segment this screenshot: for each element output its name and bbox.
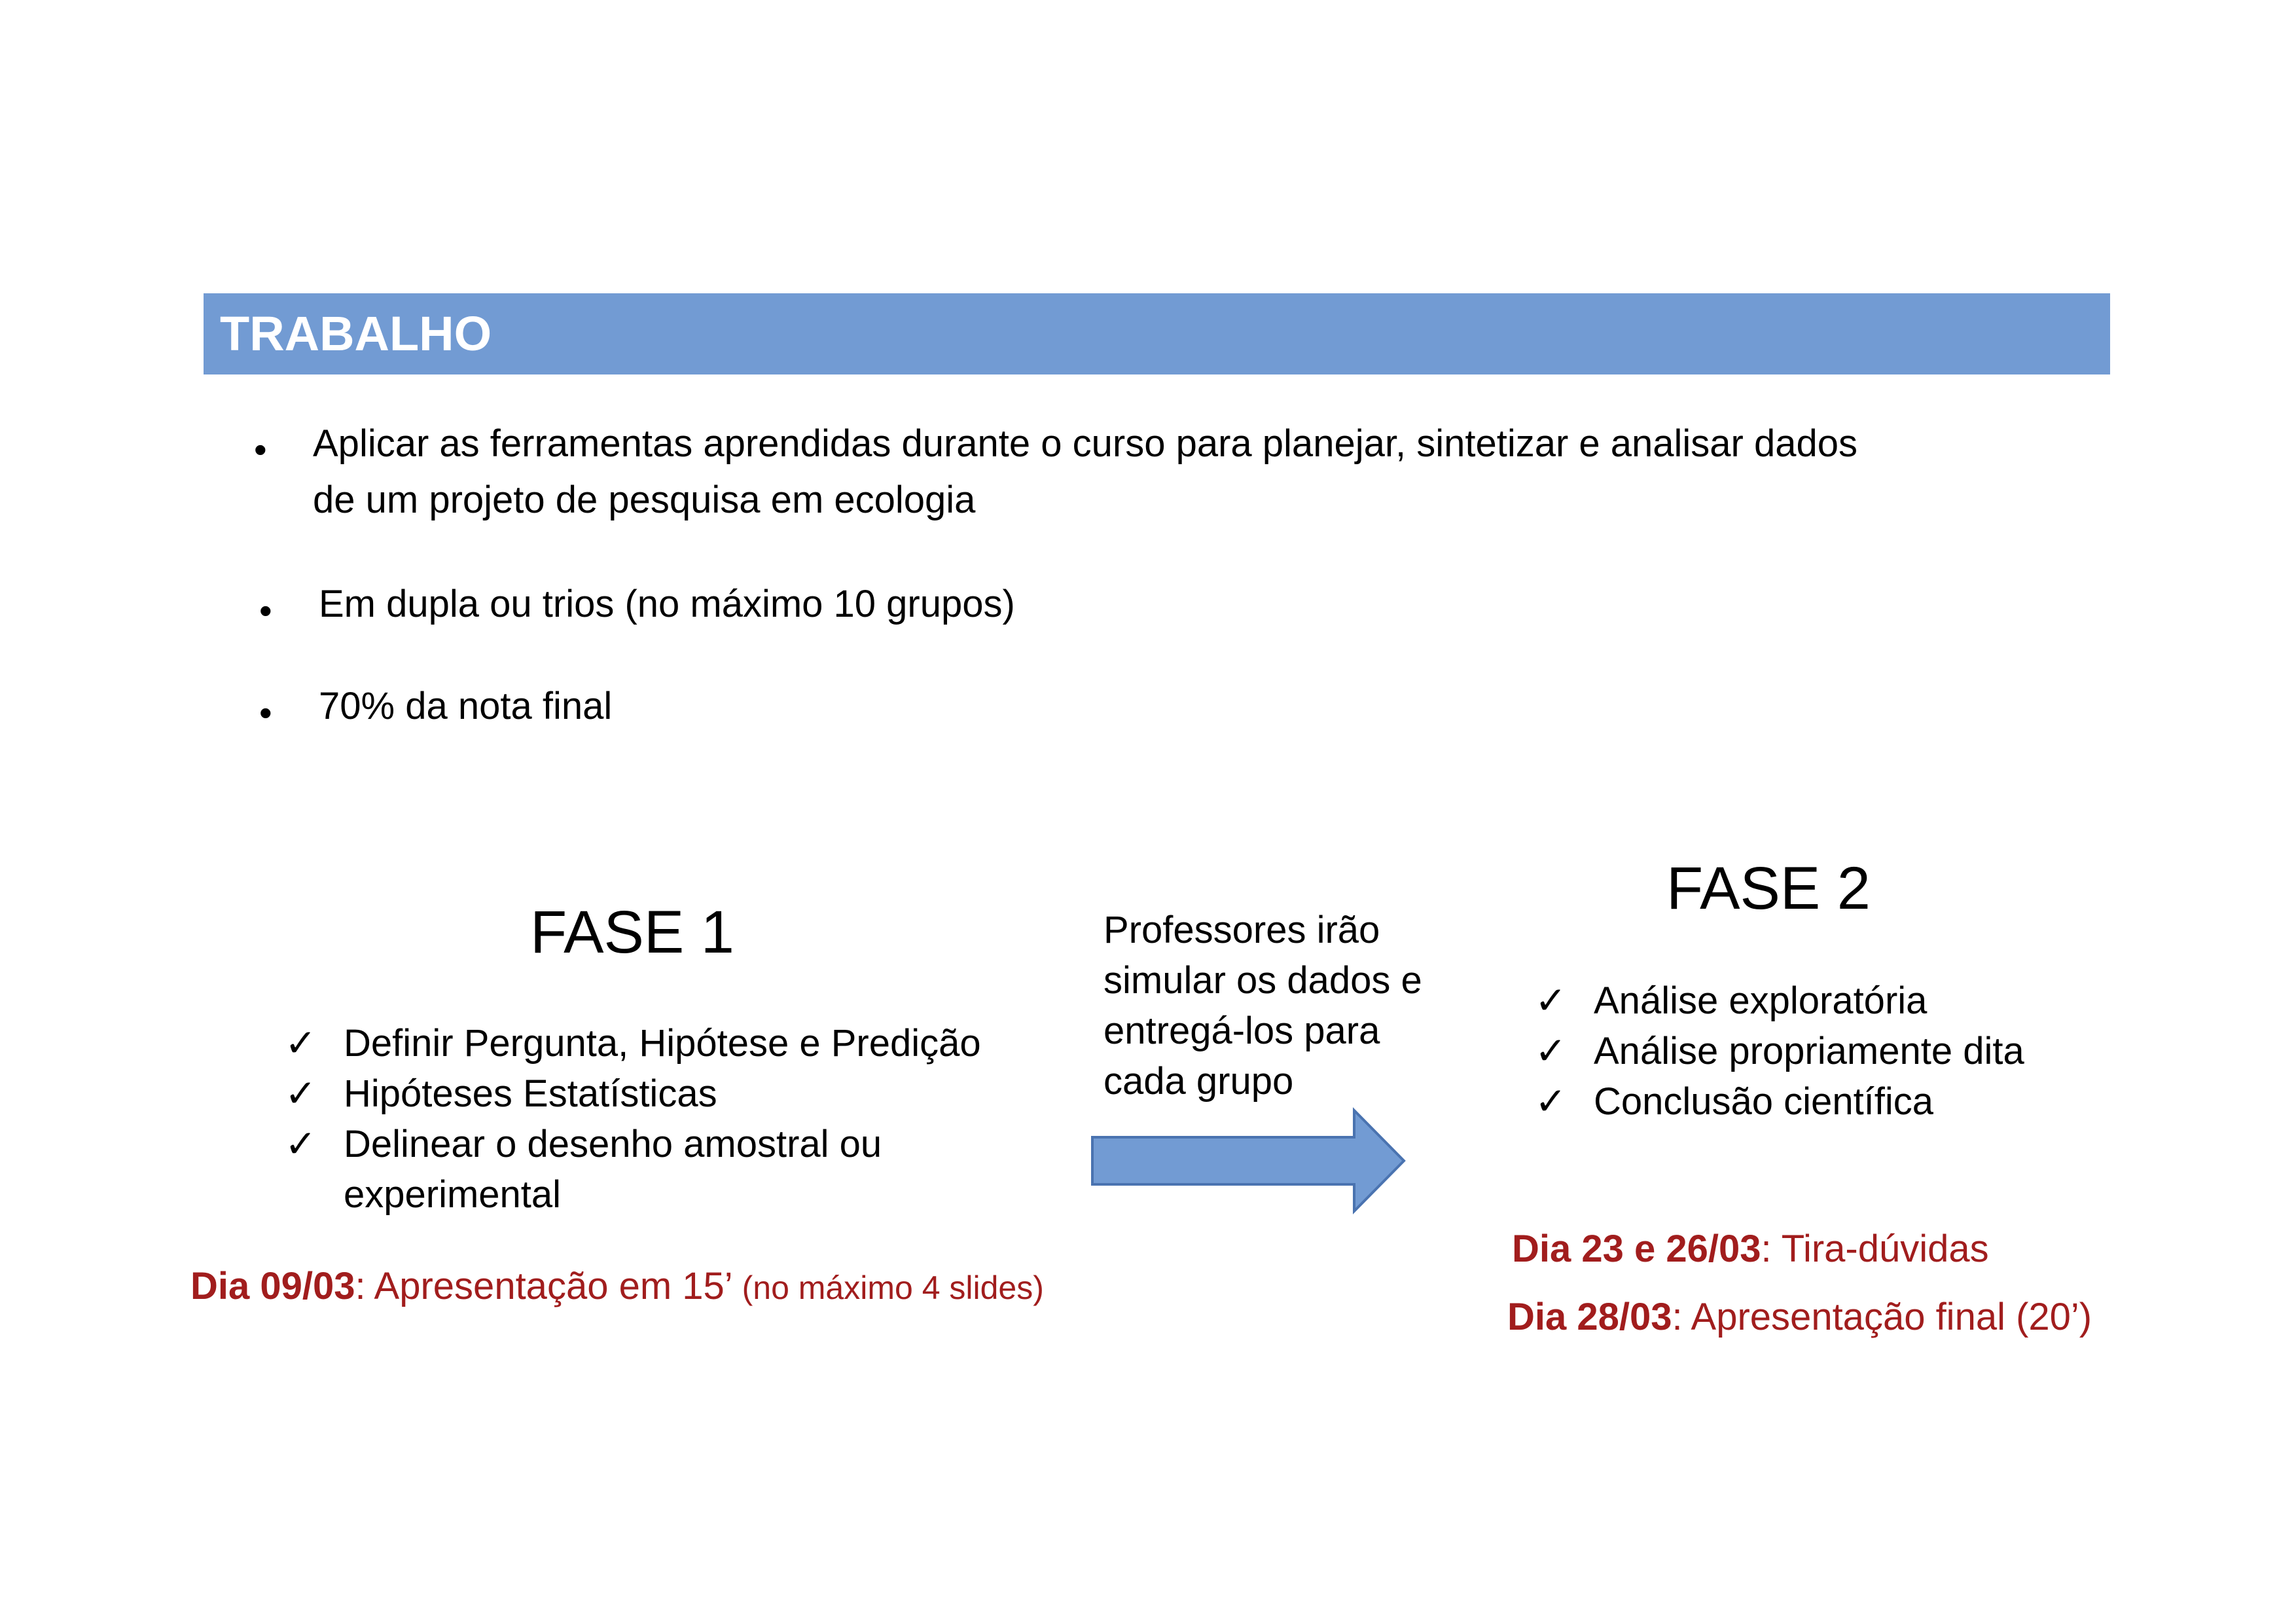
phase2-checklist: [1535, 976, 2024, 1127]
phase1-title: FASE 1: [530, 899, 734, 966]
checklist-item: [285, 1119, 981, 1169]
phase1-date: [190, 1260, 1044, 1314]
checklist-item-label: Definir Pergunta, Hipótese e Predição: [344, 1022, 981, 1065]
phase1-checklist: [285, 1018, 981, 1220]
transition-line: simular os dados e: [1103, 959, 1422, 1002]
checklist-item-label: Análise propriamente dita: [1594, 1030, 2024, 1072]
checklist-item-label: experimental: [344, 1173, 562, 1216]
checklist-item: [285, 1018, 981, 1068]
bullet-icon: •: [254, 429, 267, 470]
right-arrow-icon: [1086, 1106, 1415, 1215]
transition-line: cada grupo: [1103, 1060, 1294, 1103]
checklist-item-label: Conclusão científica: [1594, 1080, 1934, 1123]
checklist-item-label: Análise exploratória: [1594, 979, 1928, 1022]
checkmark-icon: ✓: [1535, 1030, 1567, 1072]
phase2-date2-label: Dia 28/03: [1507, 1296, 1672, 1338]
transition-line: entregá-los para: [1103, 1010, 1380, 1052]
title-bar: [204, 293, 2110, 374]
transition-line: Professores irão: [1103, 909, 1380, 951]
slide-title: TRABALHO: [220, 306, 492, 361]
phase1-date-label: Dia 09/03: [190, 1265, 355, 1307]
phase2-date-qa: [1512, 1223, 1989, 1275]
checklist-item-continuation: [285, 1169, 981, 1220]
checkmark-icon: ✓: [1535, 979, 1567, 1022]
bullet-item-objective: [313, 416, 1857, 528]
checklist-item: [1535, 976, 2024, 1026]
phase2-date2-text: : Apresentação final (20’): [1672, 1296, 2092, 1338]
checklist-item: [1535, 1026, 2024, 1076]
phase1-date-note: (no máximo 4 slides): [742, 1269, 1044, 1306]
phase2-title: FASE 2: [1666, 855, 1871, 922]
bullet-line: Em dupla ou trios (no máximo 10 grupos): [319, 583, 1015, 625]
arrow-shape: [1092, 1110, 1404, 1211]
checklist-item-label: Hipóteses Estatísticas: [344, 1072, 717, 1115]
bullet-line: 70% da nota final: [319, 685, 613, 727]
bullet-line: de um projeto de pesquisa em ecologia: [313, 479, 976, 521]
checkmark-icon: ✓: [285, 1072, 317, 1115]
phase2-date1-text: : Tira-dúvidas: [1761, 1228, 1989, 1270]
checkmark-icon: ✓: [285, 1123, 317, 1165]
checkmark-icon: ✓: [285, 1022, 317, 1065]
bullet-icon: •: [259, 590, 272, 631]
checklist-item: [1535, 1076, 2024, 1127]
phase2-date1-label: Dia 23 e 26/03: [1512, 1228, 1761, 1270]
phase2-date-final: [1507, 1291, 2092, 1343]
bullet-icon: •: [259, 692, 272, 733]
bullet-item-grade: [319, 678, 612, 735]
bullet-item-groups: [319, 576, 1015, 632]
checkmark-icon: ✓: [1535, 1080, 1567, 1123]
phase1-date-text: : Apresentação em 15’: [355, 1265, 742, 1307]
checklist-item: [285, 1068, 981, 1119]
bullet-line: Aplicar as ferramentas aprendidas durante o curso para planejar, sintetizar e analisar dados: [313, 422, 1858, 465]
transition-note: [1103, 905, 1422, 1106]
checklist-item-label: Delinear o desenho amostral ou: [344, 1123, 882, 1165]
